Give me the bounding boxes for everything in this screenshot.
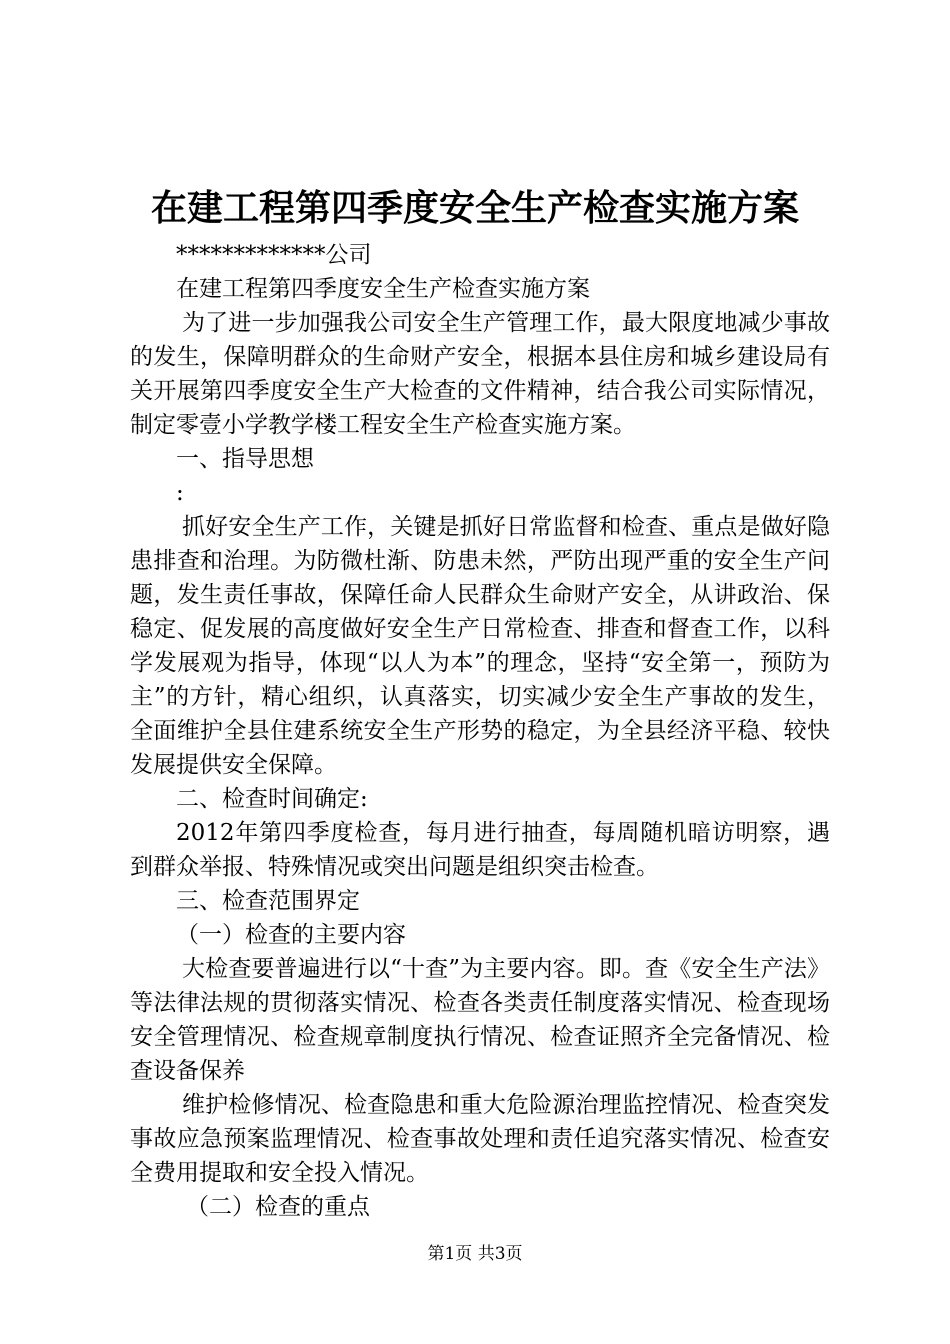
document-body <box>130 238 830 1224</box>
section-3-body-1: 大检查要普遍进行以“十查”为主要内容。即。查《安全生产法》等法律法规的贯彻落实情况、检查各类责任制度落实情况、检查现场安全管理情况、检查规章制度执行情况、检查证照齐全完备情况、检查设备保养 <box>130 956 830 1084</box>
section-3-heading: 三、检查范围界定 <box>176 888 360 914</box>
document-title: 在建工程第四季度安全生产检查实施方案 <box>150 187 799 229</box>
section-2-heading: 二、检查时间确定: <box>176 786 368 812</box>
company-line: *************公司 <box>176 242 372 268</box>
section-1-colon: : <box>176 480 184 506</box>
section-3-subheading-1: （一）检查的主要内容 <box>176 922 406 948</box>
section-2-body: 2012年第四季度检查，每月进行抽查，每周随机暗访明察，遇到群众举报、特殊情况或突出问题是组织突击检查。 <box>130 820 830 880</box>
page-footer: 第1页 共3页 <box>427 1244 523 1264</box>
section-3-body-2: 维护检修情况、检查隐患和重大危险源治理监控情况、检查突发事故应急预案监理情况、检查事故处理和责任追究落实情况、检查安全费用提取和安全投入情况。 <box>130 1092 830 1186</box>
document-subtitle: 在建工程第四季度安全生产检查实施方案 <box>176 276 590 302</box>
intro-paragraph: 为了进一步加强我公司安全生产管理工作，最大限度地减少事故的发生，保障明群众的生命财产安全，根据本县住房和城乡建设局有关开展第四季度安全生产大检查的文件精神，结合我公司实际情况，制定零壹小学教学楼工程安全生产检查实施方案。 <box>130 310 830 438</box>
section-1-heading: 一、指导思想 <box>176 446 314 472</box>
section-3-subheading-2: （二）检查的重点 <box>186 1194 370 1220</box>
section-1-body: 抓好安全生产工作，关键是抓好日常监督和检查、重点是做好隐患排查和治理。为防微杜渐、防患未然，严防出现严重的安全生产问题，发生责任事故，保障任命人民群众生命财产安全，从讲政治、保稳定、促发展的高度做好安全生产日常检查、排查和督查工作，以科学发展观为指导，体现“以人为本”的理念，坚持“安全第一，预防为主”的方针，精心组织，认真落实，切实减少安全生产事故的发生，全面维护全县住建系统安全生产形势的稳定，为全县经济平稳、较快发展提供安全保障。 <box>130 514 830 778</box>
